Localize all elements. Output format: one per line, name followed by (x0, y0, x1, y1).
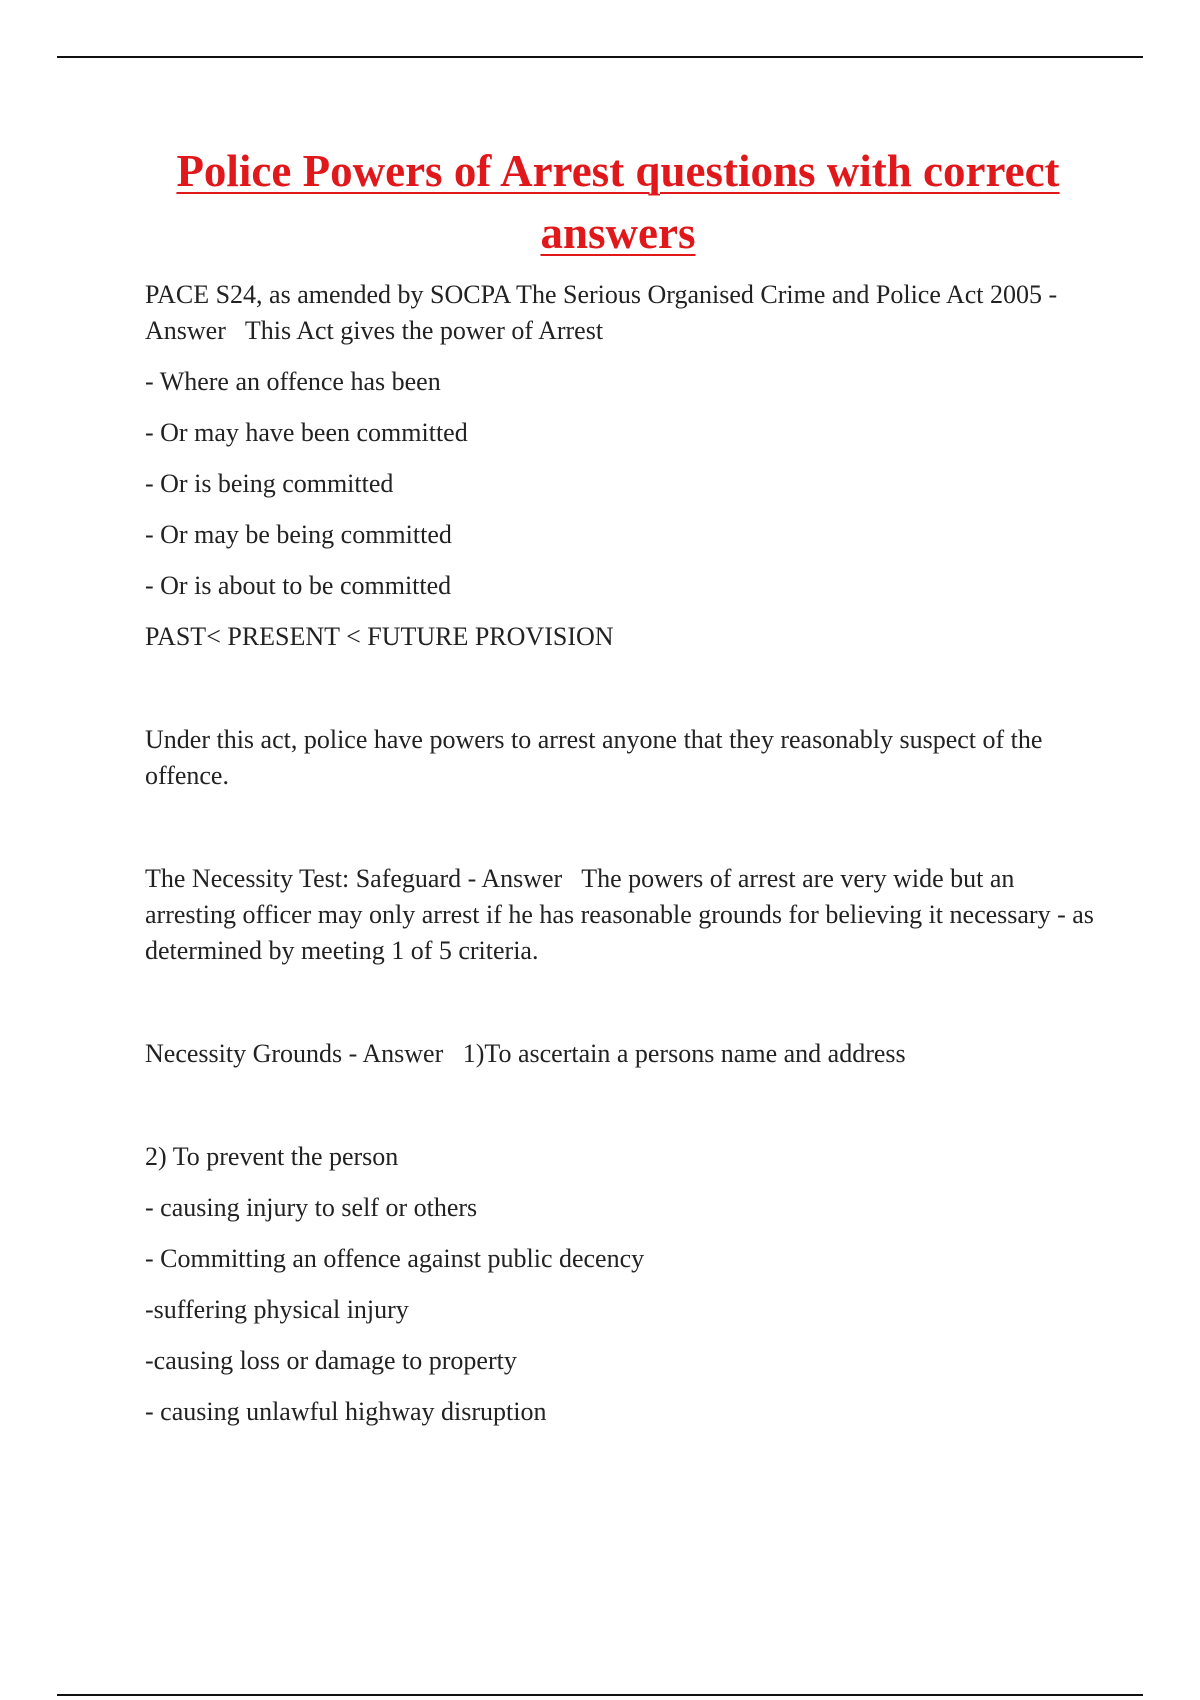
arrest-suspicion-paragraph: Under this act, police have powers to arrest anyone that they reasonably suspect of the offence. (145, 725, 1043, 790)
qa-necessity-test: The Necessity Test: Safeguard - Answer The powers of arrest are very wide but an arresting officer may only arrest if he has reasonable grounds for believing it necessary - as determined by meeting 1 of 5 criteria. (145, 864, 1101, 965)
qa-pace-s24: PACE S24, as amended by SOCPA The Serious Organised Crime and Police Act 2005 - Answer This Act gives the power of Arrest (145, 280, 1063, 345)
footer-rule (57, 1694, 1143, 1696)
header-rule (57, 56, 1143, 58)
page-title: Police Powers of Arrest questions with correct answers (176, 146, 1060, 258)
list-item: - Or may have been committed (145, 418, 468, 447)
provision-summary: PAST< PRESENT < FUTURE PROVISION (145, 622, 614, 651)
list-item: - Or may be being committed (145, 520, 452, 549)
list-item: - causing injury to self or others (145, 1193, 478, 1222)
list-item: -suffering physical injury (145, 1295, 409, 1324)
list-item: - causing unlawful highway disruption (145, 1397, 547, 1426)
list-item: - Or is being committed (145, 469, 394, 498)
list-item: - Or is about to be committed (145, 571, 452, 600)
list-item: - Committing an offence against public decency (145, 1244, 645, 1273)
list-item: - Where an offence has been (145, 367, 441, 396)
qa-necessity-grounds: Necessity Grounds - Answer 1)To ascertain a persons name and address (145, 1039, 906, 1068)
document-body (145, 277, 1100, 1430)
ground-2-heading: 2) To prevent the person (145, 1142, 399, 1171)
list-item: -causing loss or damage to property (145, 1346, 517, 1375)
